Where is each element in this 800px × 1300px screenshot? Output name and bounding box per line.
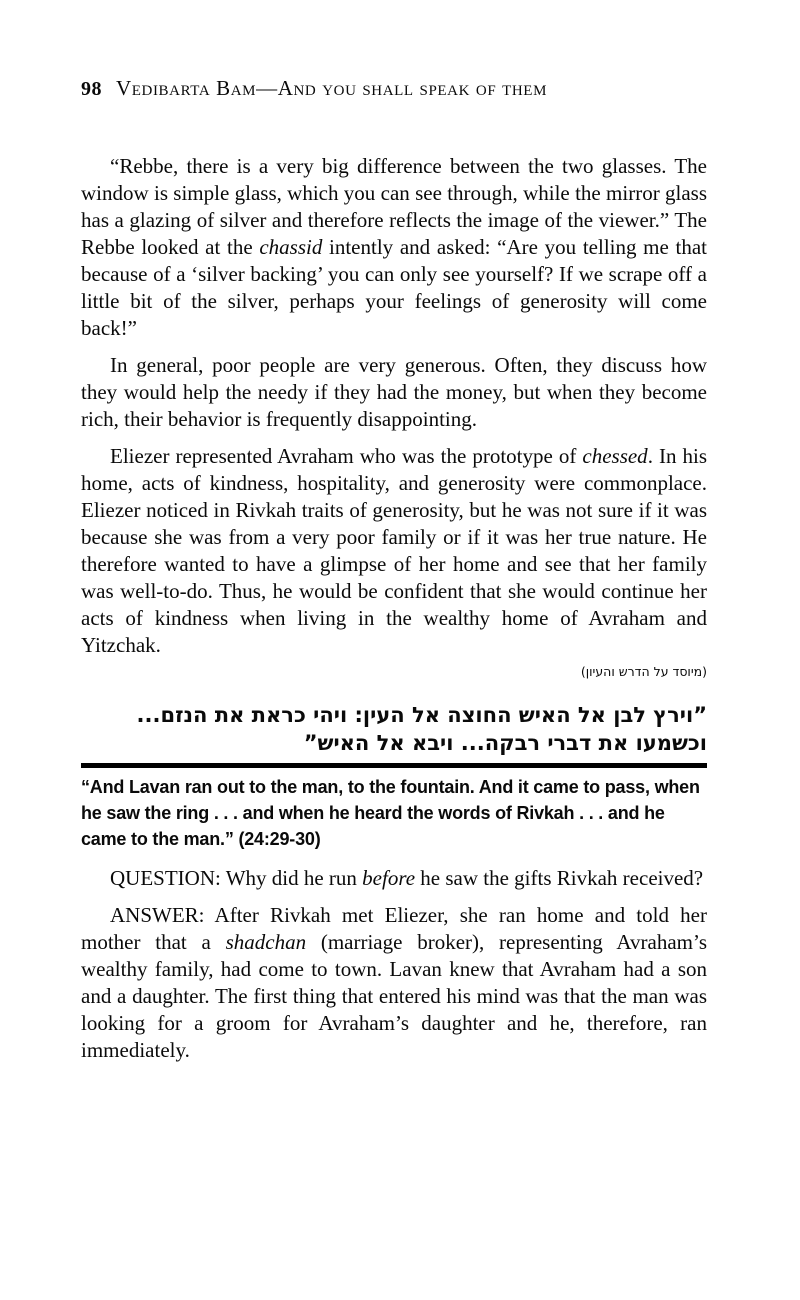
- paragraph-eliezer: [81, 443, 707, 659]
- paragraph-text: (marriage broker), representing Avraham’s wealthy family, had come to town. Lavan knew that Avraham had a son and a daughter. The first thing that entered his mind was that the man was looking for a groom for Avraham’s daughter and he, therefore, ran immediately.: [81, 930, 707, 1062]
- paragraph-text: . In his home, acts of kindness, hospitality, and generosity were commonplace. Eliezer noticed in Rivkah traits of generosity, but he was not sure if it was because she was from a very poor family or if it was her true nature. He therefore wanted to have a glimpse of her home and see that her family was well-to-do. Thus, he would be confident that she would continue her acts of kindness when living in the wealthy home of Avraham and Yitzchak.: [81, 444, 708, 657]
- page-number: 98: [81, 78, 102, 100]
- hebrew-source-attribution: (מיוסד על הדרש והעיון): [580, 664, 707, 679]
- paragraph-text: ANSWER: After Rivkah met Eliezer, she ran home and told her mother that a: [81, 903, 707, 954]
- italic-term-shadchan: shadchan: [225, 930, 307, 954]
- running-header: [81, 76, 707, 101]
- paragraph-text: Eliezer represented Avraham who was the prototype of: [110, 444, 583, 468]
- hebrew-verse-line-2: וכשמעו את דברי רבקה... ויבא אל האיש”: [303, 731, 707, 755]
- paragraph-text: he saw the gifts Rivkah received?: [415, 866, 704, 890]
- paragraph-question: [81, 865, 707, 892]
- hebrew-verse-line-1: ”וירץ לבן אל האיש החוצה אל העין: ויהי כראת את הנזם...: [136, 703, 707, 727]
- book-title: Vedibarta Bam—And you shall speak of them: [116, 76, 548, 100]
- text-column: [81, 0, 707, 1064]
- verse-translation: “And Lavan ran out to the man, to the fountain. And it came to pass, when he saw the ring . . . and when he heard the words of Rivkah . . . and he came to the man.” (24:29-30): [81, 777, 700, 849]
- italic-term-chessed: chessed: [582, 444, 648, 468]
- paragraph-text: QUESTION: Why did he run: [110, 866, 363, 890]
- paragraph-rebbe-quote: [81, 153, 707, 342]
- hebrew-verse: [81, 701, 707, 757]
- paragraph-text: intently and asked: “Are you telling me that because of a ‘silver backing’ you can only see yourself? If we scrape off a little bit of the silver, perhaps your feelings of generosity will come back!”: [81, 235, 707, 340]
- paragraph-poor-people: In general, poor people are very generous. Often, they discuss how they would help the needy if they had the money, but when they become rich, their behavior is frequently disappointing.: [81, 353, 707, 431]
- italic-term-chassid: chassid: [259, 235, 323, 259]
- italic-term-before: before: [362, 866, 416, 890]
- paragraph-text: “Rebbe, there is a very big difference between the two glasses. The window is simple glass, which you can see through, while the mirror glass has a glazing of silver and therefore reflects the image of the viewer.” The Rebbe looked at the: [81, 154, 707, 259]
- paragraph-answer: [81, 902, 707, 1064]
- divider-rule: [81, 763, 707, 768]
